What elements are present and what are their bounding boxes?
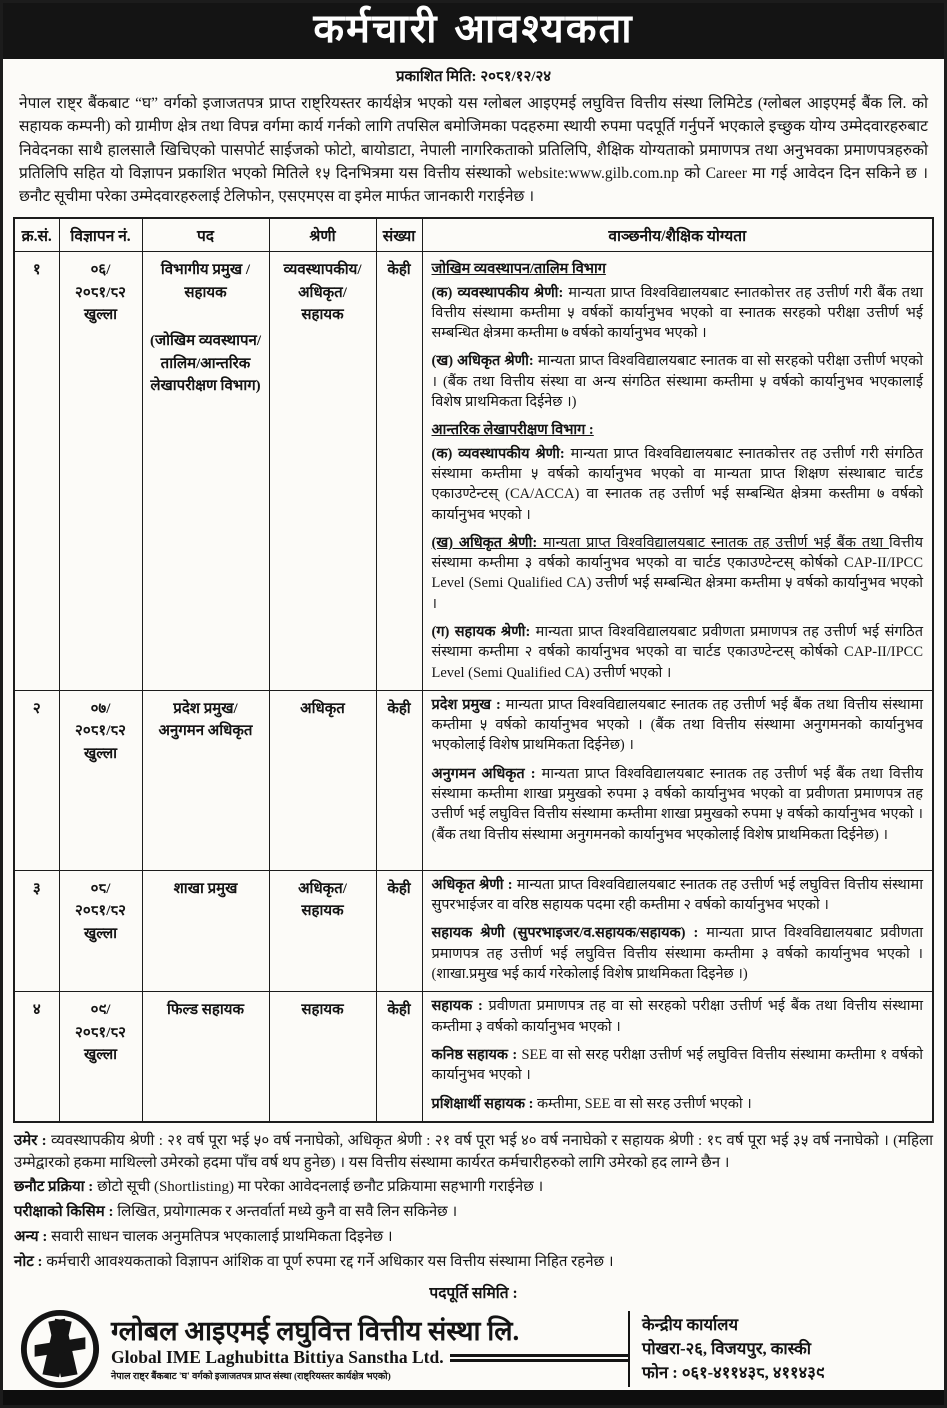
advert-no-line: खुल्ला bbox=[83, 745, 118, 762]
phone-label: फोन : bbox=[642, 1363, 678, 1383]
head-office-phone bbox=[642, 1361, 928, 1385]
qualification-heading: आन्तरिक लेखापरीक्षण विभाग : bbox=[431, 422, 594, 439]
advert-no-cell bbox=[59, 252, 142, 691]
note-line: छनौट प्रक्रिया : छोटो सूची (Shortlisting) मा परेका आवेदनलाई छनौट प्रक्रियामा सहभागी गराईनेछ । bbox=[14, 1179, 544, 1196]
position-line: विभागीय प्रमुख /सहायक bbox=[160, 262, 251, 301]
advert-no-cell bbox=[59, 870, 142, 991]
count-cell: केही bbox=[376, 690, 422, 870]
advert-no-line: खुल्ला bbox=[83, 307, 118, 324]
table-row bbox=[14, 992, 933, 1122]
qualification-cell bbox=[422, 252, 933, 691]
note-line: नोट : कर्मचारी आवश्यकताको विज्ञापन आंशिक वा पूर्ण रुपमा रद्द गर्ने अधिकार यस वित्तीय संस्थामा निहित रहनेछ । bbox=[14, 1253, 614, 1270]
level-cell bbox=[269, 870, 376, 991]
level-line: अधिकृत bbox=[300, 700, 345, 717]
table-header-row bbox=[14, 218, 933, 252]
level-line: अधिकृत/ bbox=[298, 880, 347, 897]
qualification-cell bbox=[422, 992, 933, 1122]
level-line: सहायक bbox=[301, 903, 344, 920]
advert-no-line: खुल्ला bbox=[83, 1047, 118, 1064]
count-cell: केही bbox=[376, 992, 422, 1122]
head-office-address: पोखरा-२६, विजयपुर, कास्की bbox=[642, 1339, 812, 1359]
position-line: फिल्ड सहायक bbox=[167, 1002, 244, 1019]
advert-no-cell bbox=[59, 992, 142, 1122]
note-line: परीक्षाको किसिम : लिखित, प्रयोगात्मक र अन्तर्वार्ता मध्ये कुनै वा सवै लिन सकिनेछ । bbox=[14, 1204, 458, 1221]
advert-no-line: खुल्ला bbox=[83, 925, 118, 942]
position-line: प्रदेश प्रमुख/ bbox=[173, 700, 238, 717]
advert-no-line: २०८१/८२ bbox=[75, 723, 126, 740]
notes-section bbox=[14, 1131, 933, 1277]
position-cell bbox=[142, 252, 269, 691]
head-office-block bbox=[628, 1311, 928, 1387]
phone-numbers: ०६१-४११४३८, ४११४३९ bbox=[681, 1363, 825, 1383]
advert-no-line: २०८१/८२ bbox=[75, 284, 126, 301]
qualification-label: (ख) अधिकृत श्रेणी: bbox=[431, 534, 544, 551]
head-office-title: केन्द्रीय कार्यालय bbox=[642, 1315, 739, 1335]
advert-no-cell bbox=[59, 690, 142, 870]
qualification-paragraph: (ग) सहायक श्रेणी: मान्यता प्राप्त विश्वविद्यालयबाट प्रवीणता प्रमाणपत्र तह उत्तीर्ण भई संगठित संस्थामा कम्तीमा २ वर्षको कार्यानुभव भएको वा चार्टड एकाउण्टेन्टस् कोर्षको CAP-II/IPCC Level (Semi Qualified CA) उत्तीर्ण भएको । bbox=[431, 624, 923, 681]
advert-no-line: ०७/ bbox=[90, 700, 111, 717]
qualification-label: कनिष्ठ सहायक : bbox=[431, 1046, 522, 1063]
level-line: अधिकृत/ bbox=[298, 284, 347, 301]
qualification-label: (क) व्यवस्थापकीय श्रेणी: bbox=[431, 445, 571, 462]
published-date bbox=[3, 59, 944, 89]
position-cell bbox=[142, 992, 269, 1122]
brand-block bbox=[19, 1308, 628, 1390]
intro-paragraph: नेपाल राष्ट्र बैंकबाट “घ” वर्गको इजाजतपत्र प्राप्त राष्ट्रियस्तर कार्यक्षेत्र भएको यस ग्लोबल आइएमई लघुवित्त वित्तीय संस्था लिमिटेड (ग्लोबल आइएमई बैंक लि. को सहायक कम्पनी) को ग्रामीण क्षेत्र तथा विपन्न वर्गमा कार्य गर्नको लागि तपसिल बमोजिमका पदहरुमा स्थायी रुपमा पदपूर्ति गर्नुपर्ने भएकाले इच्छुक योग्य उम्मेदवारहरुबाट निवेदनका साथै हालसालै खिचिएको पासपोर्ट साईजको फोटो, बायोडाटा, नेपाली नागरिकताको प्रतिलिपि, शैक्षिक योग्यताको प्रमाणपत्र तथा अनुभवका प्रमाणपत्रहरुको प्रतिलिपि सहित यो विज्ञापन प्रकाशित भएको मितिले १५ दिनभित्रमा यस वित्तीय संस्थाको website:www.gilb.com.np को Career मा गई आवेदन दिन सकिने छ । छनौट सूचीमा परेका उम्मेदवारहरुलाई टेलिफोन, एसएमएस वा इमेल मार्फत जानकारी गराईनेछ । bbox=[19, 95, 928, 205]
note-label: नोट : bbox=[14, 1253, 47, 1270]
qualification-label: सहायक : bbox=[431, 998, 489, 1015]
vacancy-table bbox=[13, 217, 934, 1123]
level-cell bbox=[269, 252, 376, 691]
note-label: अन्य : bbox=[14, 1228, 52, 1245]
position-cell bbox=[142, 870, 269, 991]
position-line: शाखा प्रमुख bbox=[173, 880, 238, 897]
position-cell bbox=[142, 690, 269, 870]
level-line: सहायक bbox=[301, 307, 344, 324]
brand-text bbox=[111, 1316, 628, 1382]
level-line: सहायक bbox=[301, 1002, 344, 1019]
page-title: कर्मचारी आवश्यकता bbox=[313, 5, 634, 52]
qualification-paragraph: (क) व्यवस्थापकीय श्रेणी: मान्यता प्राप्त विश्वविद्यालयबाट स्नातकोत्तर तह उत्तीर्ण गरी बैंक तथा वित्तीय संस्थामा कम्तीमा ५ वर्षकों कार्यानुभव भएको वा स्नातक सरहको परीक्षा उत्तीर्ण भई सम्बन्धित क्षेत्रमा कम्तीमा ७ वर्षको कार्यानुभव भएको । bbox=[431, 284, 923, 342]
column-header: पद bbox=[142, 218, 269, 252]
company-name-row bbox=[111, 1347, 628, 1368]
qualification-paragraph: अधिकृत श्रेणी : मान्यता प्राप्त विश्वविद्यालयबाट स्नातक तह उत्तीर्ण भई लघुवित्त वित्तीय संस्थामा सुपरभाईजर वा वरिष्ठ सहायक पदमा रही कम्तीमा २ वर्षको कार्यानुभव भएको । bbox=[431, 876, 923, 914]
notice-title-bar bbox=[3, 3, 944, 59]
note-label: छनौट प्रक्रिया : bbox=[14, 1179, 98, 1196]
note-line: उमेर : व्यवस्थापकीय श्रेणी : २१ वर्ष पूरा भई ५० वर्ष ननाघेको, अधिकृत श्रेणी : २१ वर्ष पूरा भई ४० वर्ष ननाघेको र सहायक श्रेणी : १८ वर्ष पूरा भई ३५ वर्ष ननाघेको । (महिला उम्मेद्वारको हकमा माथिल्लो उमेरको हदमा पाँच वर्ष थप हुनेछ) । यस वित्तीय संस्थामा कार्यरत कर्मचारीहरुको लागि उमेरको हद लाग्ने छैन । bbox=[14, 1132, 933, 1171]
company-name-english: Global IME Laghubitta Bittiya Sanstha Ltd. bbox=[111, 1347, 444, 1368]
table-row bbox=[14, 252, 933, 691]
level-line: व्यवस्थापकीय/ bbox=[283, 262, 362, 279]
count-cell: केही bbox=[376, 252, 422, 691]
qualification-paragraph: अनुगमन अधिकृत : मान्यता प्राप्त विश्वविद्यालयबाट स्नातक तह उत्तीर्ण भई बैंक तथा वित्तीय संस्थामा कम्तीमा शाखा प्रमुखको रुपमा ३ वर्षको कार्यानुभव भएको वा प्रवीणता प्रमाणपत्र तह उत्तीर्ण भई लघुवित्त वित्तीय संस्थामा कम्तीमा शाखा प्रमुखको रुपमा ५ वर्षको कार्यानुभव भएको । (बैंक तथा वित्तीय संस्थामा अनुगमनको कार्यानुभव भएकोलाई विशेष प्राथमिकता दिईनेछ) । bbox=[431, 765, 923, 843]
qualification-paragraph: (क) व्यवस्थापकीय श्रेणी: मान्यता प्राप्त विश्वविद्यालयबाट स्नातकोत्तर तह उत्तीर्ण गरी संगठित संस्थामा कम्तीमा ५ वर्षको कार्यानुभव भएको वा मान्यता प्राप्त शिक्षण संस्थाबाट चार्टड एकाउण्टेन्टस् (CA/ACCA) वा स्नातक तह उत्तीर्ण भई सम्बन्धित क्षेत्रमा कस्तीमा ७ वर्षको कार्यानुभव भएको । bbox=[431, 445, 923, 523]
global-ime-logo-icon bbox=[19, 1308, 101, 1390]
qualification-label: (ख) अधिकृत श्रेणी: bbox=[431, 353, 538, 370]
committee-line: पदपूर्ति समिति : bbox=[429, 1285, 518, 1303]
count-cell: केही bbox=[376, 870, 422, 991]
position-note: (जोखिम व्यवस्थापन/ तालिम/आन्तरिक लेखापरीक्षण विभाग) bbox=[149, 333, 262, 395]
qualification-paragraph: (ख) अधिकृत श्रेणी: मान्यता प्राप्त विश्वविद्यालयबाट स्नातक वा सो सरहको परीक्षा उत्तीर्ण भएको । (बैंक तथा वित्तीय संस्था वा अन्य संगठित संस्थामा कम्तीमा ५ वर्षको कार्यानुभव भएकालाई विशेष प्राथमिकता दिईनेछ ।) bbox=[431, 353, 923, 411]
qualification-paragraph: कनिष्ठ सहायक : SEE वा सो सरह परीक्षा उत्तीर्ण भई लघुवित्त वित्तीय संस्थामा कम्तीमा १ वर्षको कार्यानुभव भएको । bbox=[431, 1046, 923, 1084]
qualification-label: प्रदेश प्रमुख : bbox=[431, 696, 506, 713]
level-cell bbox=[269, 992, 376, 1122]
qualification-label: (क) व्यवस्थापकीय श्रेणी: bbox=[431, 284, 569, 301]
qualification-paragraph: सहायक श्रेणी (सुपरभाइजर/व.सहायक/सहायक) : मान्यता प्राप्त विश्वविद्यालयबाट प्रवीणता प्रमाणपत्र तह उत्तीर्ण भई लघुवित्त वित्तीय संस्थामा कम्तीमा ३ वर्षको कार्यानुभव भएको । (शाखा.प्रमुख भई कार्य गरेकोलाई विशेष प्राथमिकता दिइनेछ ।) bbox=[431, 925, 923, 983]
column-header: श्रेणी bbox=[269, 218, 376, 252]
column-header: वाञ्छनीय/शैक्षिक योग्यता bbox=[422, 218, 933, 252]
footer bbox=[19, 1308, 928, 1390]
level-cell bbox=[269, 690, 376, 870]
note-line: अन्य : सवारी साधन चालक अनुमतिपत्र भएकालाई प्राथमिकता दिइनेछ । bbox=[14, 1228, 393, 1245]
qualification-paragraph: (ख) अधिकृत श्रेणी: मान्यता प्राप्त विश्वविद्यालयबाट स्नातक तह उत्तीर्ण भई बैंक तथा वित्तीय संस्थामा कम्तीमा ३ वर्षको कार्यानुभव भएको वा चार्टड एकाउण्टेन्टस् कोर्षको CAP-II/IPCC Level (Semi Qualified CA) उत्तीर्ण भई सम्बन्धित क्षेत्रमा कम्तीमा ५ वर्षको कार्यानुभव भएको । bbox=[431, 534, 923, 612]
qualification-cell bbox=[422, 870, 933, 991]
serial-cell: २ bbox=[14, 690, 59, 870]
bottom-black-bar bbox=[3, 1390, 944, 1405]
qualification-label: प्रशिक्षार्थी सहायक : bbox=[431, 1095, 538, 1112]
qualification-paragraph: प्रदेश प्रमुख : मान्यता प्राप्त विश्वविद्यालयबाट स्नातक तह उत्तीर्ण भई बैंक तथा वित्तीय संस्थामा कम्तीमा ५ वर्षको कार्यानुभव भएको । (बैंक तथा वित्तीय संस्थामा अनुगमनको कार्यानुभव भएकोलाई विशेष प्राथमिकता दिईनेछ) । bbox=[431, 696, 924, 754]
qualification-paragraph: प्रशिक्षार्थी सहायक : कम्तीमा, SEE वा सो सरह उत्तीर्ण भएको । bbox=[431, 1095, 752, 1112]
advert-no-line: २०८१/८२ bbox=[75, 903, 126, 920]
serial-cell: ४ bbox=[14, 992, 59, 1122]
advert-no-line: ०६/ bbox=[90, 262, 111, 279]
serial-cell: १ bbox=[14, 252, 59, 691]
advert-no-line: २०८१/८२ bbox=[75, 1024, 126, 1041]
qualification-label: सहायक श्रेणी (सुपरभाइजर/व.सहायक/सहायक) : bbox=[431, 925, 707, 942]
company-name-nepali: ग्लोबल आइएमई लघुवित्त वित्तीय संस्था लि. bbox=[111, 1316, 520, 1347]
column-header: क्र.सं. bbox=[14, 218, 59, 252]
qualification-heading: जोखिम व्यवस्थापन/तालिम विभाग bbox=[431, 261, 606, 278]
qualification-cell bbox=[422, 690, 933, 870]
advert-no-line: ०८/ bbox=[90, 880, 111, 897]
column-header: विज्ञापन नं. bbox=[59, 218, 142, 252]
note-label: उमेर : bbox=[14, 1132, 51, 1149]
qualification-label: (ग) सहायक श्रेणी: bbox=[431, 624, 536, 640]
qualification-label: अधिकृत श्रेणी : bbox=[431, 876, 517, 893]
column-header: संख्या bbox=[376, 218, 422, 252]
position-line: अनुगमन अधिकृत bbox=[158, 723, 253, 740]
brand-underline-rule bbox=[450, 1354, 628, 1362]
note-label: परीक्षाको किसिम : bbox=[14, 1204, 118, 1221]
table-row bbox=[14, 690, 933, 870]
serial-cell: ३ bbox=[14, 870, 59, 991]
license-line: नेपाल राष्ट्र बैंकबाट 'घ' वर्गको इजाजतपत्र प्राप्त संस्था (राष्ट्रियस्तर कार्यक्षेत्र भएको) bbox=[111, 1372, 391, 1383]
qualification-underlined-text: मान्यता प्राप्त विश्वविद्यालयबाट स्नातक तह उत्तीर्ण भई बैंक तथा bbox=[543, 534, 889, 551]
published-date-label: प्रकाशित मिति: bbox=[395, 69, 477, 85]
qualification-paragraph: सहायक : प्रवीणता प्रमाणपत्र तह वा सो सरहको परीक्षा उत्तीर्ण भई बैंक तथा वित्तीय संस्थामा कम्तीमा ३ वर्षको कार्यानुभव भएको । bbox=[431, 998, 923, 1035]
advert-no-line: ०९/ bbox=[90, 1002, 111, 1019]
qualification-label: अनुगमन अधिकृत : bbox=[431, 765, 542, 782]
published-date-value: २०८१/१२/२४ bbox=[480, 69, 552, 85]
table-row bbox=[14, 870, 933, 991]
